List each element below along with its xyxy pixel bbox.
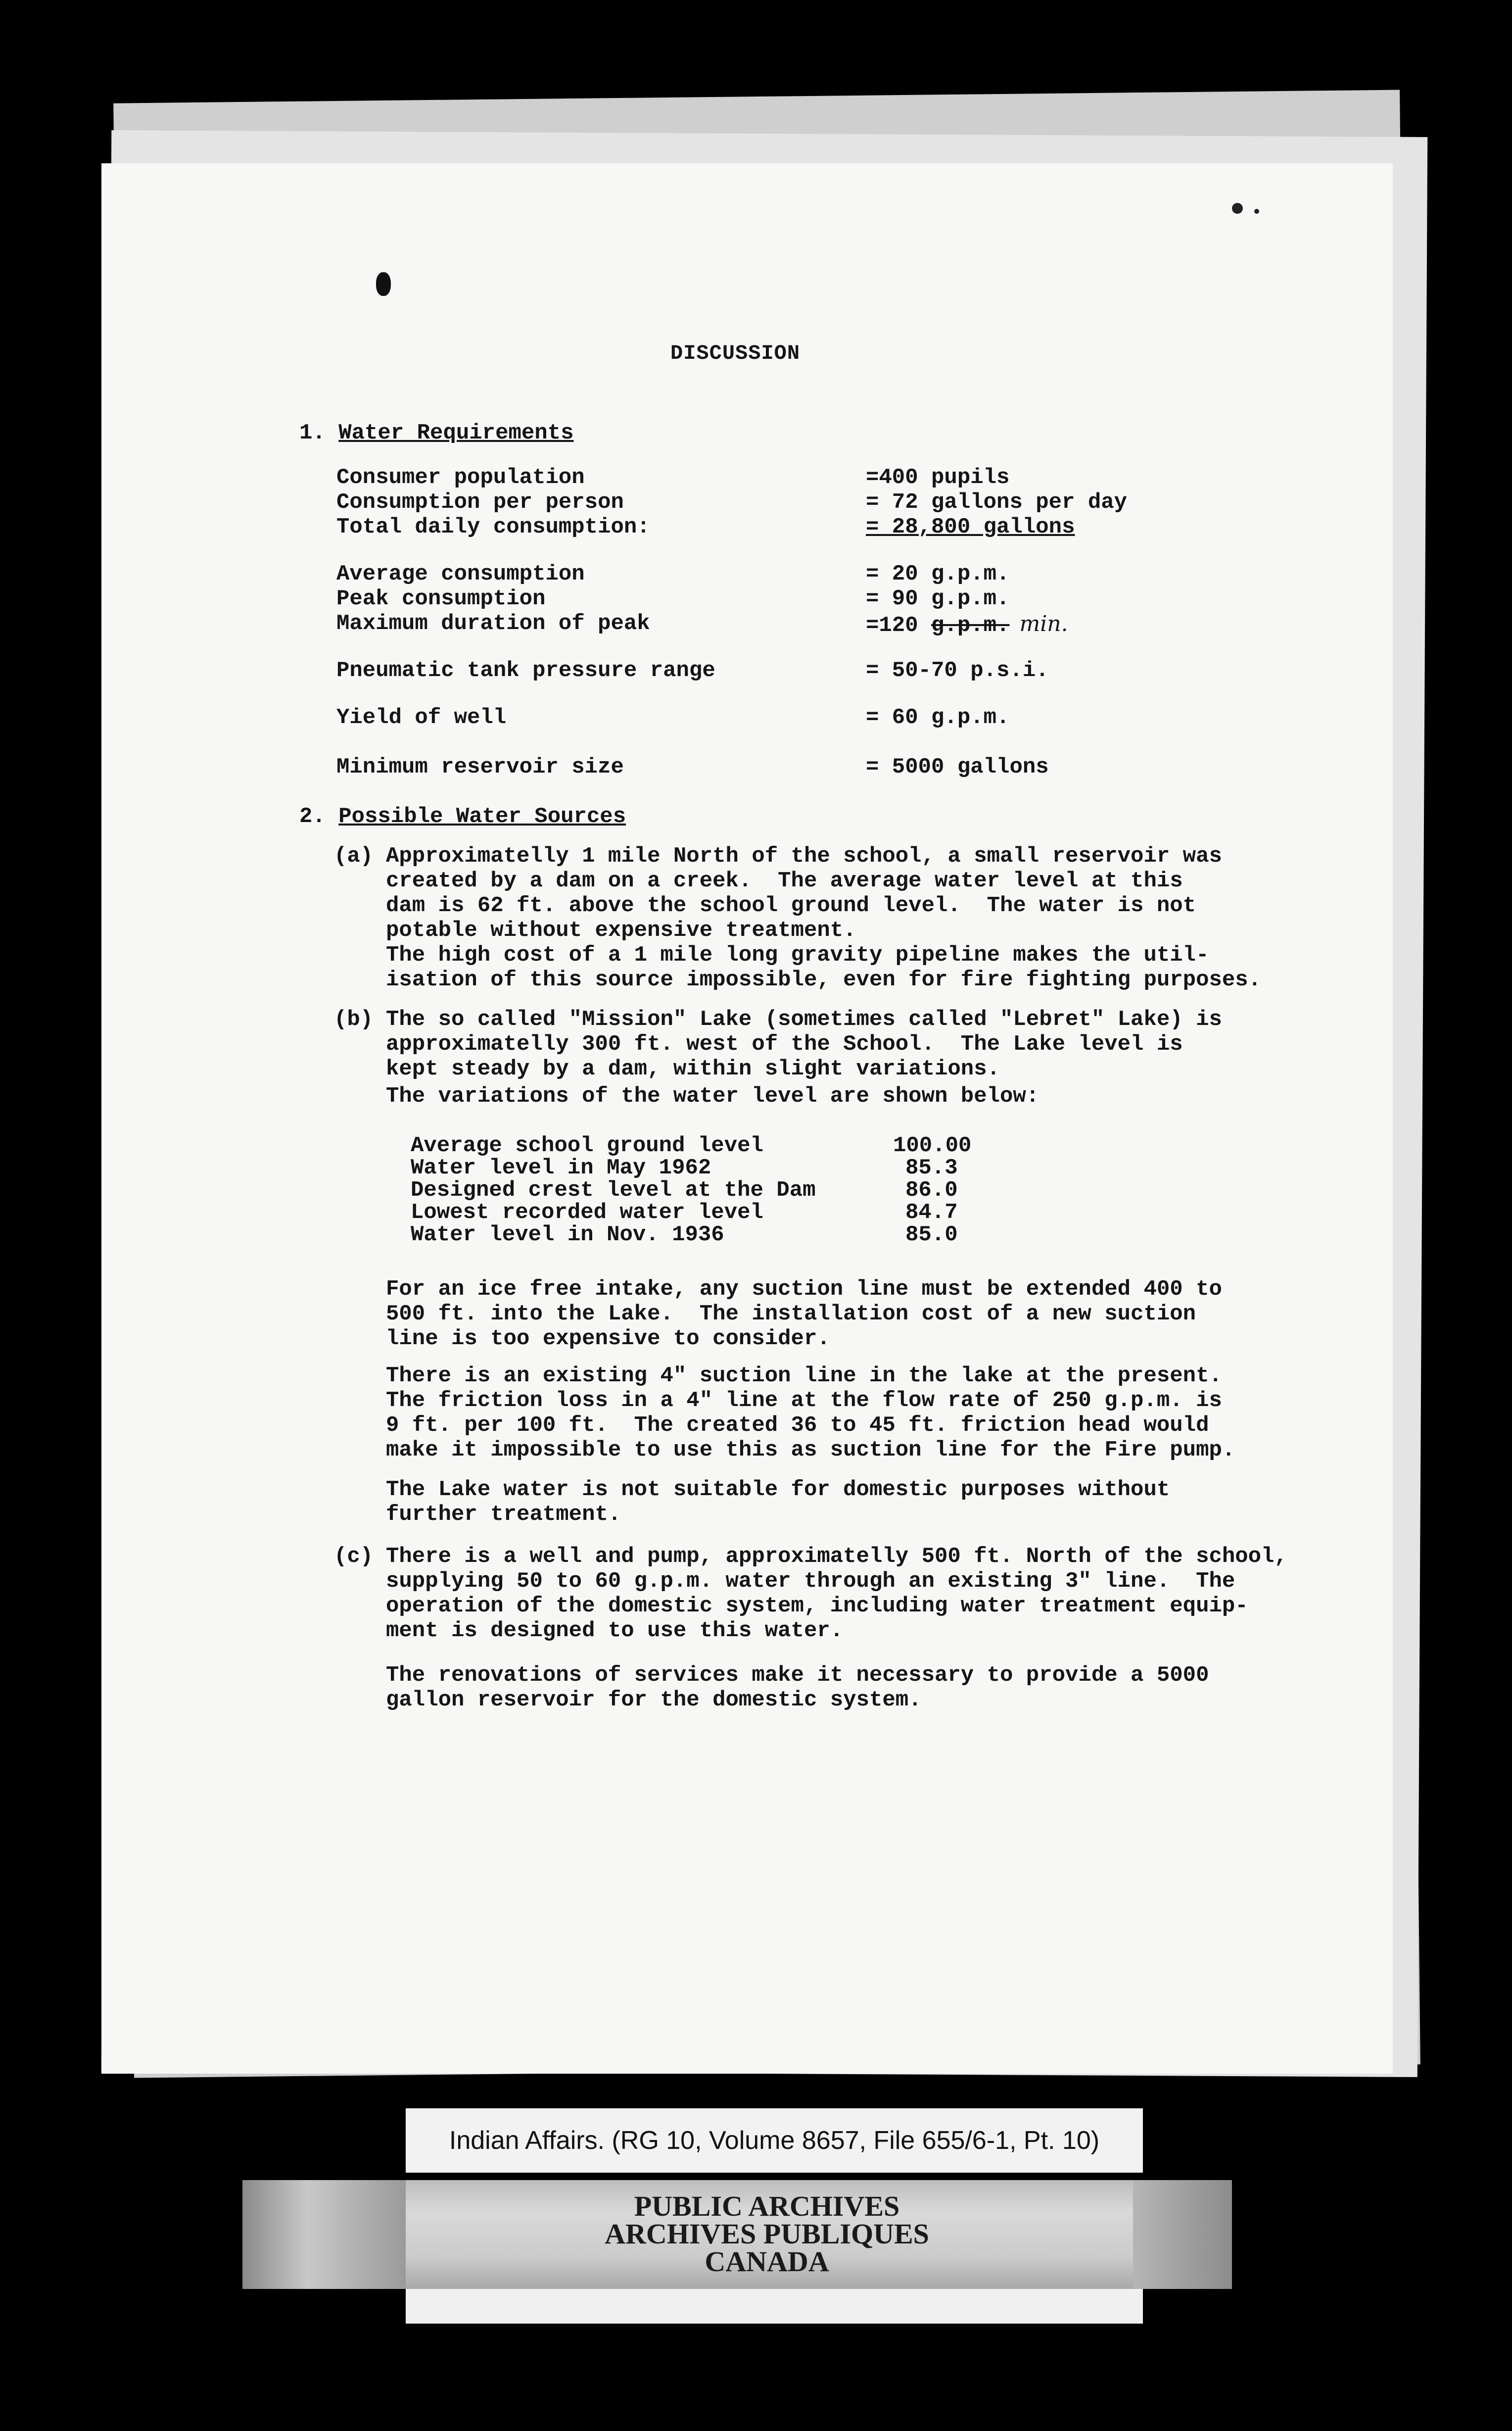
paragraph-line: 500 ft. into the Lake. The installation cost of a new suction [386,1302,1196,1326]
water-level-value: 100.00 [893,1133,972,1158]
tape-end [1133,2180,1232,2289]
paragraph-line: There is a well and pump, approximatelly 500 ft. North of the school, [386,1544,1287,1569]
paragraph-line: The friction loss in a 4" line at the flow rate of 250 g.p.m. is [386,1388,1222,1413]
document-page [101,163,1393,2074]
paragraph-line: further treatment. [386,1502,621,1527]
requirement-label: Yield of well [336,705,507,730]
requirement-value [866,515,1075,539]
paragraph-line: The variations of the water level are shown below: [386,1084,1040,1109]
archive-line: PUBLIC ARCHIVES [634,2190,900,2222]
water-level-label: Water level in May 1962 [411,1156,711,1180]
section-number: 2. [299,804,326,829]
water-level-label: Designed crest level at the Dam [411,1178,816,1203]
water-level-value: 84.7 [905,1200,958,1225]
requirement-value [866,658,1049,683]
paragraph-line: The high cost of a 1 mile long gravity pipeline makes the util- [386,943,1209,968]
section-title: Possible Water Sources [338,804,626,829]
paragraph-line: There is an existing 4" suction line in the lake at the present. [386,1363,1222,1388]
section-number: 1. [299,421,326,445]
paragraph-line: operation of the domestic system, including water treatment equip- [386,1594,1248,1618]
requirement-value [866,586,1009,611]
water-level-label: Lowest recorded water level [411,1200,763,1225]
water-level-value: 85.0 [905,1222,958,1247]
archive-stamp [520,2192,1014,2276]
requirement-label: Average consumption [336,562,585,586]
paragraph-line: line is too expensive to consider. [386,1326,830,1351]
water-level-label: Average school ground level [411,1133,763,1158]
page-title: DISCUSSION [670,341,801,365]
requirement-value-text: = 60 g.p.m. [866,705,1010,730]
requirement-value [866,611,1068,638]
item-marker: (a) [334,844,374,869]
archive-line: CANADA [705,2245,829,2278]
tape-end [242,2180,406,2289]
paragraph-line: The so called "Mission" Lake (sometimes called "Lebret" Lake) is [386,1007,1222,1032]
requirement-value-text: =400 pupils [866,465,1010,490]
struck-unit: g.p.m. [931,613,1010,638]
water-level-value: 86.0 [905,1178,958,1203]
item-marker: (b) [334,1007,374,1032]
paragraph-line: The Lake water is not suitable for domestic purposes without [386,1477,1170,1502]
paragraph-line: Approximatelly 1 mile North of the school, a small reservoir was [386,844,1222,869]
requirement-value-text: = 28,800 gallons [866,515,1075,539]
section-1-heading [299,421,574,445]
water-level-label: Water level in Nov. 1936 [411,1222,724,1247]
paragraph-line: isation of this source impossible, even for fire fighting purposes. [386,968,1262,992]
archive-reference-label [406,2108,1143,2173]
paragraph-line: ment is designed to use this water. [386,1618,844,1643]
requirement-value [866,562,1009,586]
requirement-label: Total daily consumption: [336,515,650,539]
handwritten-correction: min. [1019,611,1068,636]
requirement-value-text: =120 [866,613,932,638]
item-marker: (c) [334,1544,374,1569]
requirement-label: Maximum duration of peak [336,611,650,636]
paragraph-line: approximatelly 300 ft. west of the School. The Lake level is [386,1032,1183,1057]
requirement-value [866,490,1127,515]
paragraph-line: For an ice free intake, any suction line must be extended 400 to [386,1277,1222,1302]
requirement-value-text: = 20 g.p.m. [866,562,1010,586]
requirement-label: Consumer population [336,465,585,490]
requirement-value [866,465,1009,490]
requirement-label: Peak consumption [336,586,546,611]
paragraph-line: created by a dam on a creek. The average water level at this [386,869,1183,893]
requirement-value-text: = 5000 gallons [866,755,1049,779]
label-strip [406,2289,1143,2324]
requirement-value [866,705,1009,730]
water-level-value: 85.3 [905,1156,958,1180]
requirement-label: Consumption per person [336,490,624,515]
requirement-value [866,755,1049,779]
requirement-label: Minimum reservoir size [336,755,624,779]
archive-stamp-strip [242,2180,1232,2289]
requirement-value-text: = 50-70 p.s.i. [866,658,1049,683]
section-title: Water Requirements [338,421,574,445]
paragraph-line: 9 ft. per 100 ft. The created 36 to 45 ft. friction head would [386,1413,1209,1438]
paragraph-line: kept steady by a dam, within slight variations. [386,1057,1000,1081]
document-body [101,163,1393,2074]
section-2-heading [299,804,626,829]
requirement-value-text: = 72 gallons per day [866,490,1128,515]
paragraph-line: gallon reservoir for the domestic system. [386,1688,922,1712]
paragraph-line: dam is 62 ft. above the school ground level. The water is not [386,893,1196,918]
requirement-value-text: = 90 g.p.m. [866,586,1010,611]
paragraph-line: supplying 50 to 60 g.p.m. water through an existing 3" line. The [386,1569,1235,1594]
paragraph-line: potable without expensive treatment. [386,918,856,943]
paragraph-line: make it impossible to use this as suction line for the Fire pump. [386,1438,1235,1462]
archive-line: ARCHIVES PUBLIQUES [605,2218,929,2250]
requirement-label: Pneumatic tank pressure range [336,658,715,683]
paragraph-line: The renovations of services make it necessary to provide a 5000 [386,1663,1209,1688]
reference-text: Indian Affairs. (RG 10, Volume 8657, File 655/6-1, Pt. 10) [449,2126,1100,2155]
